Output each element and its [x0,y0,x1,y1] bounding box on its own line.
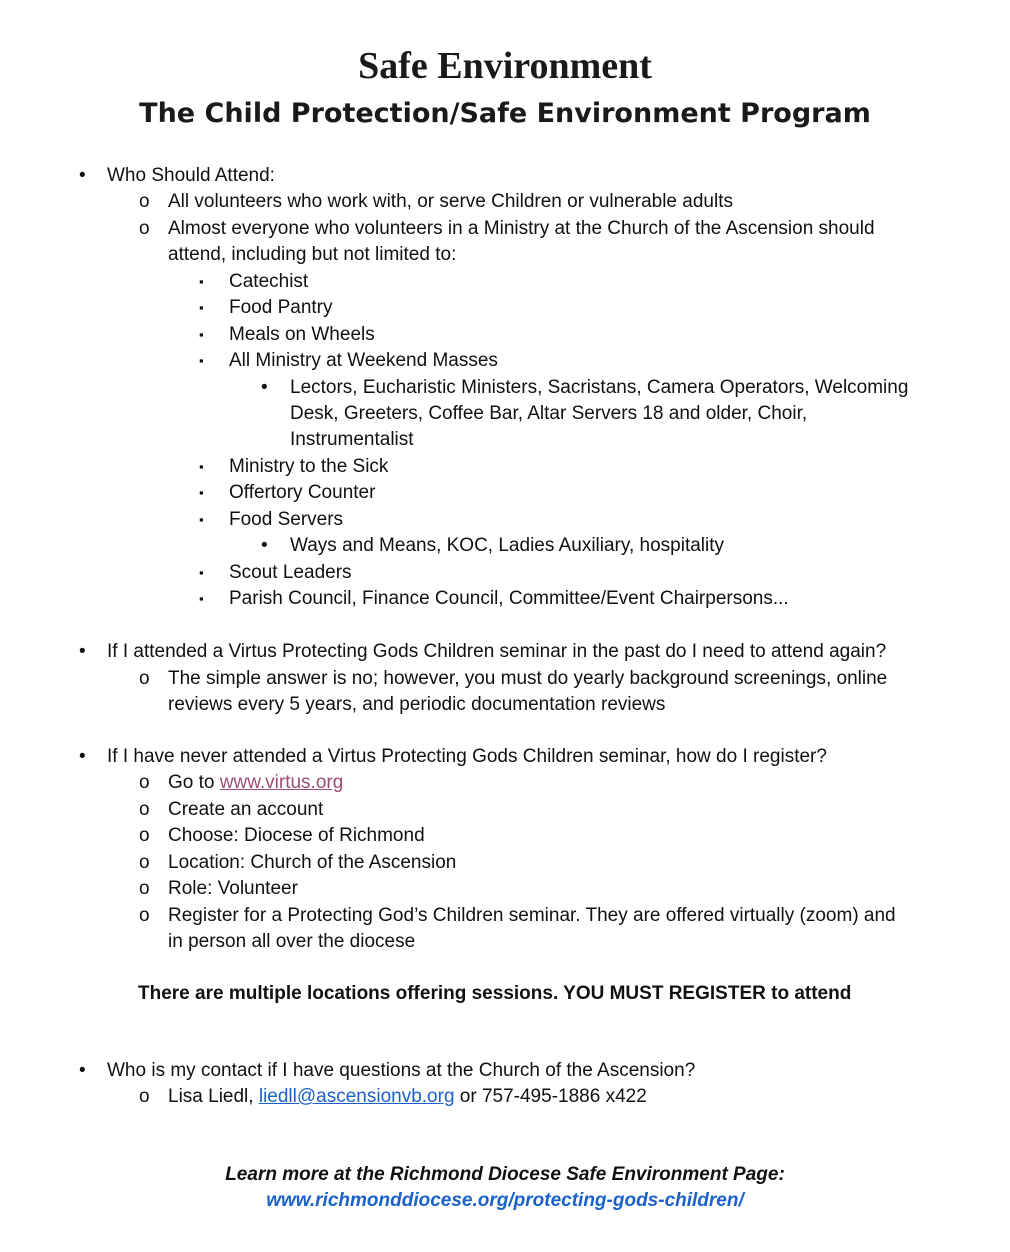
ministry-offertory: Offertory Counter [229,482,376,503]
bullet-square: ▪ [199,485,204,500]
bullet-square: ▪ [199,327,204,342]
section2-answer-line2: reviews every 5 years, and periodic documentation reviews [168,694,666,715]
bullet-circle: o [139,825,150,846]
bullet-square: ▪ [199,274,204,289]
register-note: There are multiple locations offering sessions. YOU MUST REGISTER to attend [138,983,852,1004]
bullet-circle: o [139,191,150,212]
step2: Create an account [168,799,324,820]
bullet-square: ▪ [199,591,204,606]
bullet-circle: o [139,772,150,793]
step4: Location: Church of the Ascension [168,852,457,873]
section2-answer-line1: The simple answer is no; however, you must do yearly background screenings, online [168,668,888,689]
contact-name: Lisa Liedl, [168,1086,259,1107]
bullet-circle: o [139,668,150,689]
bullet-disc: • [79,165,86,186]
section1-item2-line1: Almost everyone who volunteers in a Ministry at the Church of the Ascension should [168,218,875,239]
step3: Choose: Diocese of Richmond [168,825,425,846]
section3-question: If I have never attended a Virtus Protecting Gods Children seminar, how do I register? [107,746,827,767]
section1-item1: All volunteers who work with, or serve Children or vulnerable adults [168,191,733,212]
bullet-circle: o [139,799,150,820]
bullet-square: ▪ [199,459,204,474]
weekend-roles-line3: Instrumentalist [290,429,414,450]
page-title: Safe Environment [358,45,652,87]
bullet-disc: • [261,535,268,556]
bullet-disc: • [79,746,86,767]
step1 [168,770,343,796]
footer-diocese-link[interactable]: www.richmonddiocese.org/protecting-gods-children/ [266,1190,744,1211]
bullet-disc: • [79,1060,86,1081]
ministry-parish-council: Parish Council, Finance Council, Committee/Event Chairpersons... [229,588,789,609]
ministry-weekend-masses: All Ministry at Weekend Masses [229,350,498,371]
food-servers-groups: Ways and Means, KOC, Ladies Auxiliary, hospitality [290,535,725,556]
bullet-square: ▪ [199,512,204,527]
section1-item2-line2: attend, including but not limited to: [168,244,457,265]
ministry-food-servers: Food Servers [229,509,344,530]
bullet-circle: o [139,878,150,899]
bullet-circle: o [139,905,150,926]
bullet-disc: • [79,641,86,662]
bullet-circle: o [139,218,150,239]
contact-email-link[interactable]: liedll@ascensionvb.org [258,1086,455,1107]
ministry-scouts: Scout Leaders [229,562,352,583]
ministry-meals-on-wheels: Meals on Wheels [229,324,375,345]
step5: Role: Volunteer [168,878,298,899]
section2-question: If I attended a Virtus Protecting Gods Children seminar in the past do I need to attend again? [107,641,887,662]
bullet-circle: o [139,1086,150,1107]
bullet-square: ▪ [199,565,204,580]
virtus-link[interactable]: www.virtus.org [219,772,344,793]
weekend-roles-line1: Lectors, Eucharistic Ministers, Sacristans, Camera Operators, Welcoming [290,377,909,398]
ministry-food-pantry: Food Pantry [229,297,333,318]
page-subtitle: The Child Protection/Safe Environment Program [139,98,871,129]
bullet-square: ▪ [199,353,204,368]
step6-line2: in person all over the diocese [168,931,416,952]
section4-question: Who is my contact if I have questions at the Church of the Ascension? [107,1060,696,1081]
bullet-circle: o [139,852,150,873]
section1-heading: Who Should Attend: [107,165,275,186]
bullet-square: ▪ [199,300,204,315]
weekend-roles-line2: Desk, Greeters, Coffee Bar, Altar Servers 18 and older, Choir, [290,403,808,424]
contact-line [168,1084,647,1110]
ministry-catechist: Catechist [229,271,309,292]
step1-prefix: Go to [168,772,220,793]
contact-phone: or 757-495-1886 x422 [454,1086,647,1107]
step6-line1: Register for a Protecting God’s Children seminar. They are offered virtually (zoom) and [168,905,896,926]
footer-learn-more: Learn more at the Richmond Diocese Safe Environment Page: [225,1164,785,1185]
ministry-sick: Ministry to the Sick [229,456,389,477]
bullet-disc: • [261,377,268,398]
